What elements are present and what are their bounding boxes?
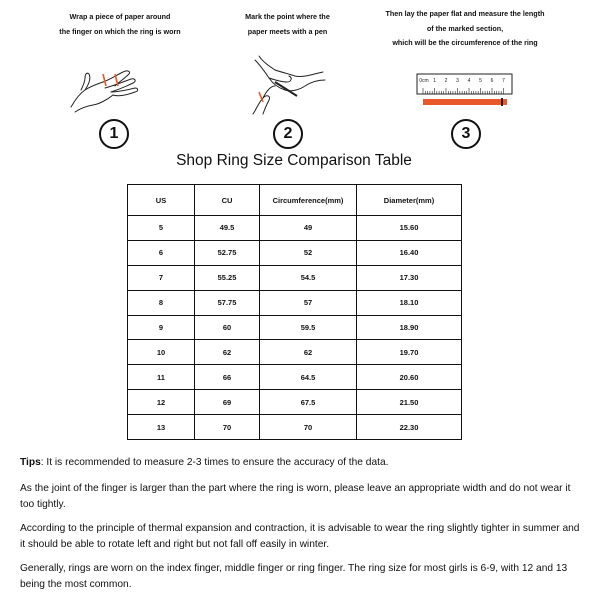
ruler-tick-label: 1: [433, 78, 436, 84]
table-row: [128, 415, 462, 440]
cell-diameter: 21.50: [357, 390, 462, 415]
cell-circumference: 70: [260, 415, 357, 440]
tips-label: Tips: [20, 457, 41, 468]
tips-paragraph: [20, 455, 580, 471]
cell-circumference: 52: [260, 240, 357, 265]
cell-diameter: 15.60: [357, 216, 462, 241]
cell-circumference: 49: [260, 216, 357, 241]
cell-us: 5: [128, 216, 195, 241]
cell-cu: 57.75: [195, 290, 260, 315]
cell-diameter: 18.10: [357, 290, 462, 315]
table-row: [128, 216, 462, 241]
cell-diameter: 20.60: [357, 365, 462, 390]
cell-cu: 70: [195, 415, 260, 440]
cell-diameter: 22.30: [357, 415, 462, 440]
cell-diameter: 18.90: [357, 315, 462, 340]
cell-diameter: 19.70: [357, 340, 462, 365]
paper-strip-mark: [501, 98, 503, 106]
cell-cu: 55.25: [195, 265, 260, 290]
table-header-row: [128, 185, 462, 216]
hand-mark-pen-illustration: [245, 52, 330, 117]
paper-strip: [423, 99, 507, 105]
step-3-line-1: Then lay the paper flat and measure the length: [385, 9, 545, 18]
ruler-tick-label: 4: [467, 78, 471, 84]
cell-us: 6: [128, 240, 195, 265]
cell-diameter: 16.40: [357, 240, 462, 265]
cell-us: 8: [128, 290, 195, 315]
cell-us: 13: [128, 415, 195, 440]
header-cu: CU: [195, 185, 260, 216]
ruler-illustration: [417, 74, 517, 110]
table-row: [128, 240, 462, 265]
cell-us: 7: [128, 265, 195, 290]
table-row: [128, 340, 462, 365]
table-row: [128, 265, 462, 290]
hand-wrap-illustration: [65, 62, 155, 117]
step-2-line-2: paper meets with a pen: [247, 27, 328, 36]
ruler-tick-label: 7: [502, 78, 505, 84]
cell-us: 12: [128, 390, 195, 415]
cell-circumference: 59.5: [260, 315, 357, 340]
cell-cu: 52.75: [195, 240, 260, 265]
ruler-tick-label: 2: [444, 78, 448, 84]
cell-cu: 69: [195, 390, 260, 415]
step-2-instruction: [205, 9, 370, 39]
step-2-number: 2: [273, 119, 303, 149]
ring-size-table: [127, 184, 462, 440]
cell-circumference: 62: [260, 340, 357, 365]
general-paragraph: Generally, rings are worn on the index finger, middle finger or ring finger. The ring size for most girls is 6-9, with 12 and 13 being the most common.: [20, 563, 568, 590]
step-2-line-1: Mark the point where the: [245, 12, 330, 21]
cell-us: 11: [128, 365, 195, 390]
step-1-line-2: the finger on which the ring is worn: [59, 27, 181, 36]
table-row: [128, 365, 462, 390]
cell-circumference: 64.5: [260, 365, 357, 390]
step-3-line-2: of the marked section,: [426, 23, 504, 33]
cell-circumference: 54.5: [260, 265, 357, 290]
table-row: [128, 315, 462, 340]
table-title: Shop Ring Size Comparison Table: [176, 152, 412, 169]
ruler-tick-label: 6: [490, 78, 494, 84]
table-row: [128, 390, 462, 415]
step-3-number: 3: [451, 119, 481, 149]
tips-text: : It is recommended to measure 2-3 times to ensure the accuracy of the data.: [40, 457, 389, 468]
cell-cu: 49.5: [195, 216, 260, 241]
cell-cu: 66: [195, 365, 260, 390]
table-row: [128, 290, 462, 315]
header-circumference: Circumference(mm): [260, 185, 357, 216]
ruler-tick-label: 5: [479, 78, 482, 84]
thermal-paragraph: According to the principle of thermal expansion and contraction, it is advisable to wear the ring slightly tighter in summer and it should be able to rotate left and right but not fall off easily in winter.: [20, 523, 580, 550]
header-diameter: Diameter(mm): [357, 185, 462, 216]
step-1-line-1: Wrap a piece of paper around: [69, 12, 171, 21]
cell-us: 9: [128, 315, 195, 340]
joint-paragraph: As the joint of the finger is larger than the part where the ring is worn, please leave an appropriate width and do not wear it too tightly.: [20, 483, 571, 510]
cell-circumference: 67.5: [260, 390, 357, 415]
ruler-unit-label: 0cm: [419, 78, 429, 84]
header-us: US: [128, 185, 195, 216]
step-3-line-3: which will be the circumference of the ring: [392, 38, 538, 47]
step-3-instruction: [360, 7, 570, 51]
ruler-tick-label: 3: [456, 78, 459, 84]
cell-diameter: 17.30: [357, 265, 462, 290]
cell-circumference: 57: [260, 290, 357, 315]
step-1-number: 1: [99, 119, 129, 149]
step-1-instruction: [30, 9, 210, 39]
cell-cu: 60: [195, 315, 260, 340]
cell-cu: 62: [195, 340, 260, 365]
cell-us: 10: [128, 340, 195, 365]
